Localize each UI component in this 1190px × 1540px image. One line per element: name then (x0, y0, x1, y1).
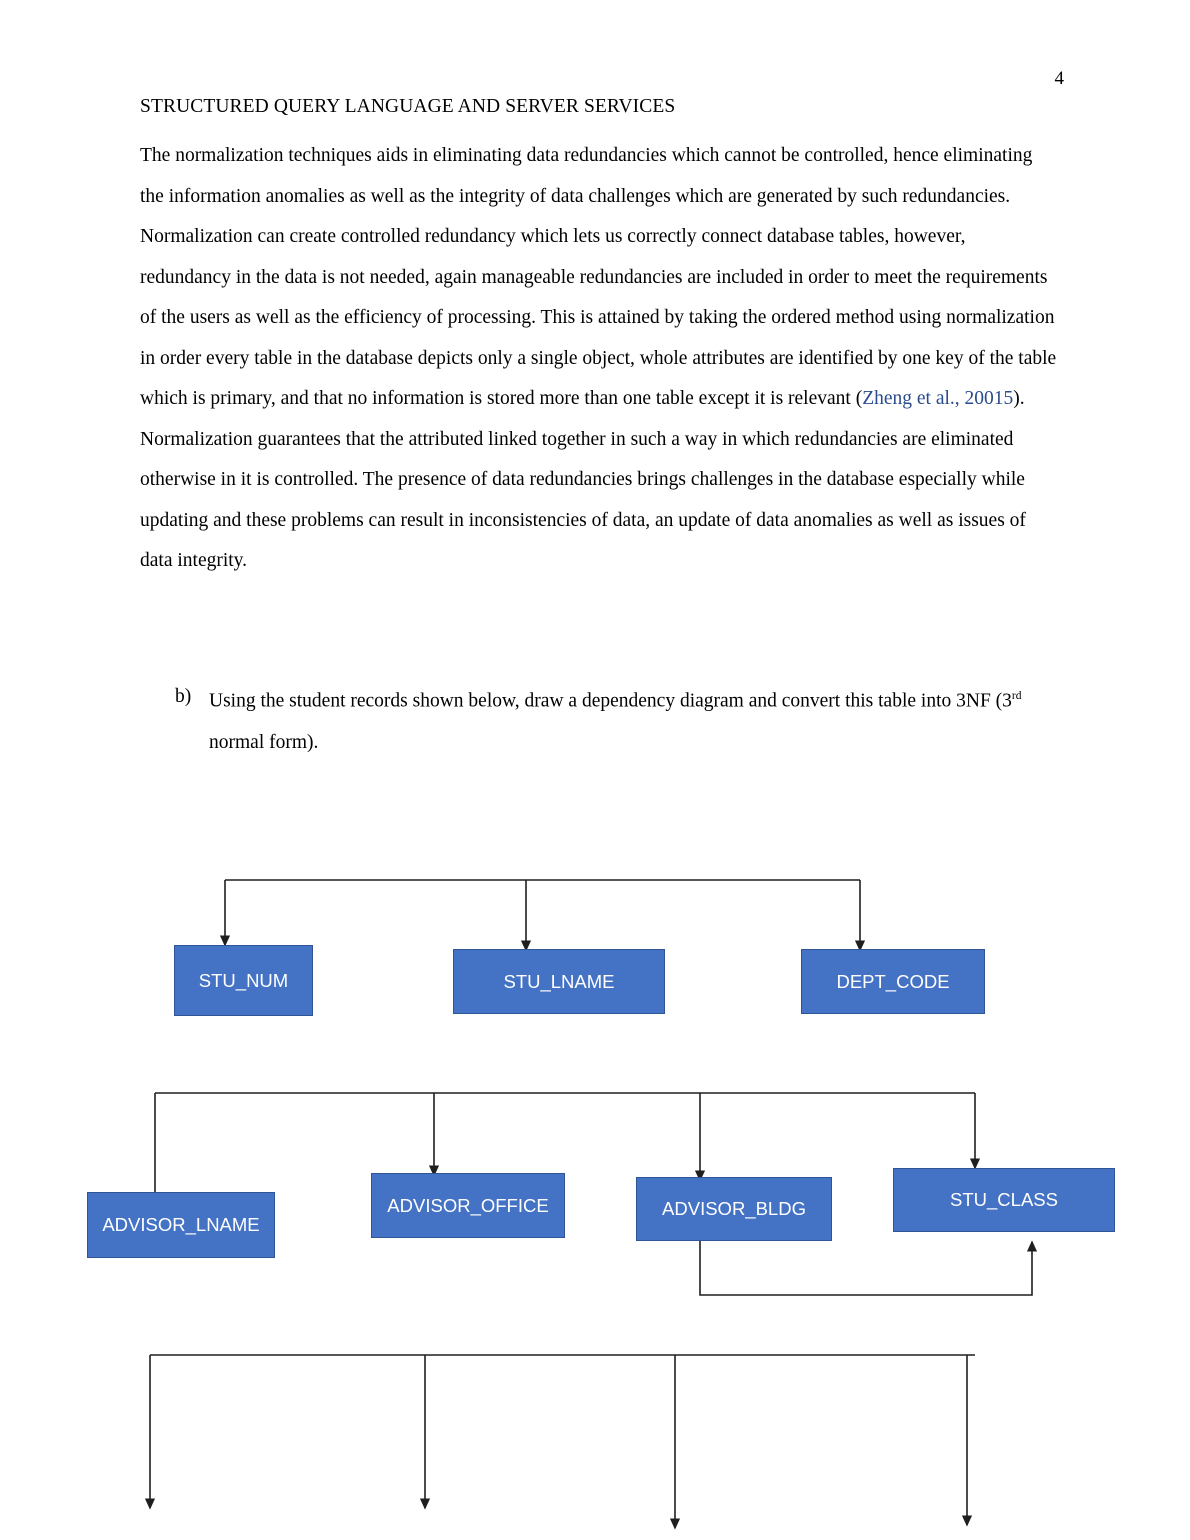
dependency-diagram-connectors (0, 790, 1190, 1540)
node-advisor-office-label: ADVISOR_OFFICE (387, 1194, 549, 1216)
node-stu-num-label: STU_NUM (198, 969, 289, 991)
node-advisor-bldg-label: ADVISOR_BLDG (662, 1198, 806, 1219)
list-item-text (209, 676, 1055, 763)
node-stu-num[interactable] (174, 945, 313, 1016)
body-paragraph (140, 136, 1060, 582)
page-number: 4 (1054, 68, 1064, 89)
node-dept-code[interactable] (801, 949, 985, 1014)
node-stu-class-label: STU_CLASS (950, 1189, 1058, 1210)
node-stu-class[interactable] (893, 1168, 1115, 1232)
node-stu-lname-label: STU_LNAME (503, 970, 615, 992)
node-advisor-lname[interactable] (87, 1192, 275, 1258)
node-advisor-bldg[interactable] (636, 1177, 832, 1241)
paragraph-part-2: ). Normalization guarantees that the attributed linked together in such a way in which redundancies are eliminated otherwise in it is controlled. The presence of data redundancies brings challenges in the database especially while updating and these problems can result in inconsistencies of data, an update of data anomalies as well as issues of data integrity. (140, 388, 1026, 571)
dependency-diagram (0, 790, 1190, 1540)
paragraph-part-1: The normalization techniques aids in eliminating data redundancies which cannot be controlled, hence eliminating the information anomalies as well as the integrity of data challenges which are generated by such redundancies. Normalization can create controlled redundancy which lets us correctly connect database tables, however, redundancy in the data is not needed, again manageable redundancies are included in order to meet the requirements of the users as well as the efficiency of processing. This is attained by taking the ordered method using normalization in order every table in the database depicts only a single object, whole attributes are identified by one key of the table which is primary, and that no information is stored more than one table except it is relevant ( (140, 145, 1057, 409)
list-item-text-before: Using the student records shown below, draw a dependency diagram and convert this table into 3NF (3 (209, 690, 1012, 712)
node-advisor-lname-label: ADVISOR_LNAME (102, 1214, 260, 1235)
connector-advisor-bldg-to-stu-class (700, 1240, 1032, 1295)
list-item-text-after: normal form). (209, 731, 319, 753)
node-dept-code-label: DEPT_CODE (836, 970, 950, 992)
list-item-superscript: rd (1011, 690, 1022, 702)
citation: Zheng et al., 20015 (862, 388, 1014, 409)
node-stu-lname[interactable] (453, 949, 665, 1014)
node-advisor-office[interactable] (371, 1173, 565, 1238)
running-head: STRUCTURED QUERY LANGUAGE AND SERVER SERVICES (140, 96, 676, 117)
list-item-marker: b) (175, 686, 192, 707)
list-item (175, 676, 1055, 763)
